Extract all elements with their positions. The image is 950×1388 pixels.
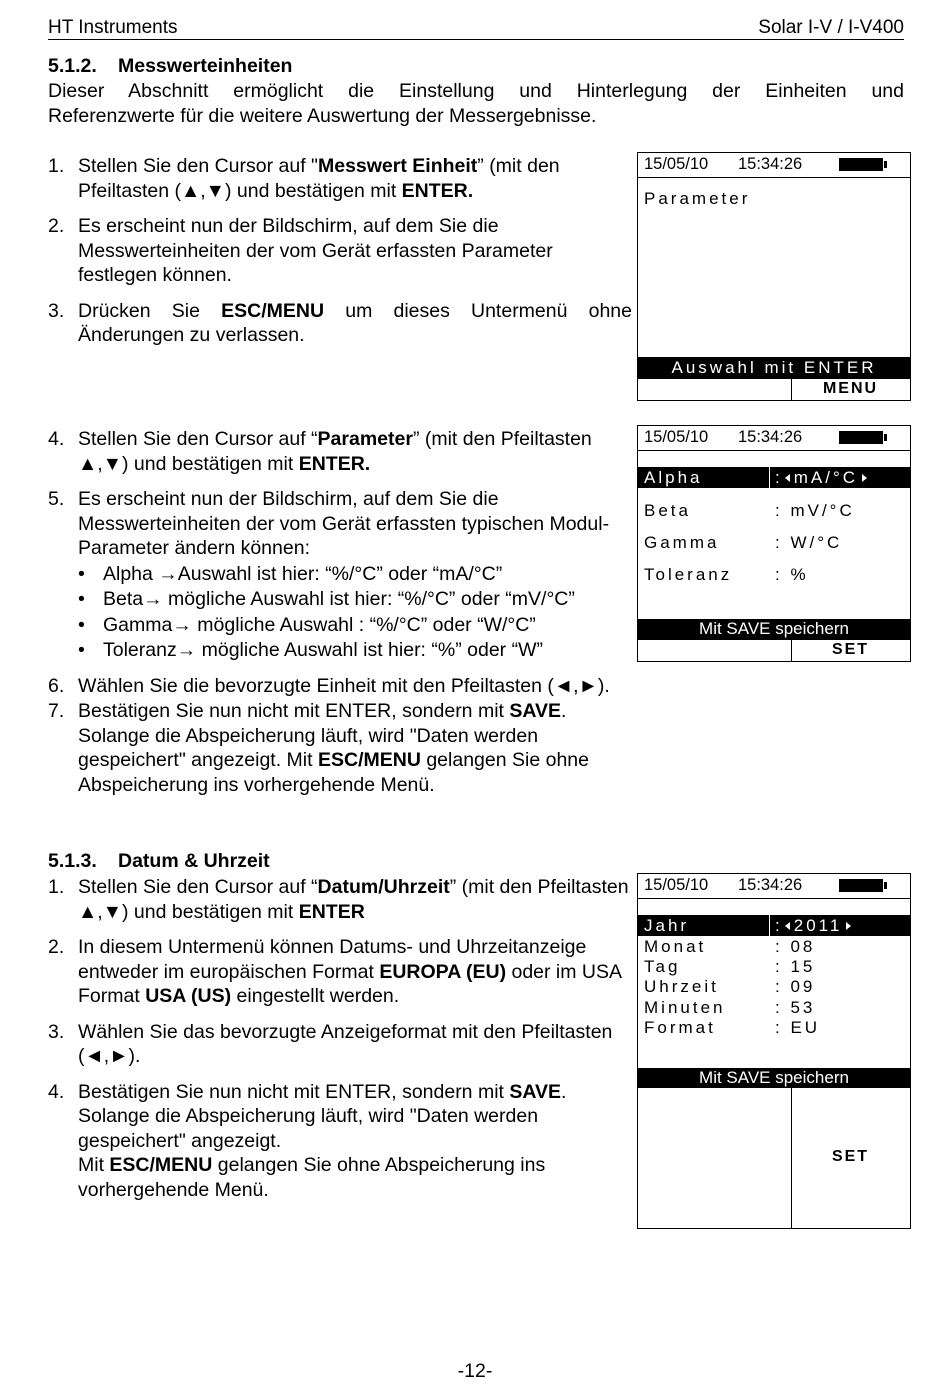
- row-label: Alpha: [644, 468, 703, 487]
- bullet-item: [48, 638, 632, 663]
- screen-time: 15:34:26: [738, 876, 803, 894]
- step-text-bold: USA (US): [145, 985, 232, 1007]
- list-item: [48, 699, 632, 797]
- step-text-bold: ESC/MENU: [109, 1154, 213, 1176]
- step-text: Änderungen zu verlassen.: [78, 324, 305, 346]
- softkey-bar: [638, 378, 910, 400]
- step-text: ” (mit den Pfeiltasten ▲,▼) und bestätigen mit: [78, 876, 629, 923]
- step-text: Bestätigen Sie nun nicht mit ENTER, sondern mit: [78, 700, 510, 722]
- step-text-bold: EUROPA (EU): [379, 960, 507, 983]
- step-number: 3.: [48, 299, 65, 322]
- step-text-bold: SAVE: [509, 700, 562, 722]
- step-text: gelangen Sie ohne Abspeicherung ins vorhergehende Menü.: [78, 1154, 546, 1201]
- step-text: oder im USA Format: [78, 960, 621, 1007]
- set-softkey[interactable]: SET: [831, 641, 870, 658]
- page-number: -12-: [457, 1360, 493, 1382]
- list-item[interactable]: Format : EU: [644, 1018, 821, 1037]
- bullet-icon: •: [78, 588, 85, 610]
- section-intro: [48, 79, 904, 129]
- intro-line: Dieser Abschnitt ermöglicht die Einstellung und Hinterlegung der Einheiten und: [48, 80, 904, 102]
- page-header: [48, 17, 904, 40]
- bullet-text: Beta→ mögliche Auswahl ist hier: “%/°C” oder “mV/°C”: [103, 588, 575, 610]
- section-title: Messwerteinheiten: [118, 55, 293, 77]
- step-text-bold: ESC/MENU: [317, 749, 421, 771]
- bullet-item: [48, 587, 632, 612]
- step-number: 7.: [48, 700, 65, 722]
- bullet-item: [48, 562, 632, 587]
- step-number: 2.: [48, 936, 65, 958]
- step-number: 3.: [48, 1020, 65, 1043]
- device-screen-parameters: [637, 425, 911, 662]
- step-text: Drücken Sie: [78, 299, 222, 322]
- list-item[interactable]: Monat : 08: [644, 937, 816, 956]
- bullet-icon: •: [78, 562, 85, 585]
- list-item: [48, 299, 632, 348]
- device-screen-units: [637, 152, 911, 401]
- screen-date: 15/05/10: [644, 876, 709, 894]
- screen-time: 15:34:26: [738, 428, 803, 446]
- step-number: 6.: [48, 674, 65, 697]
- step-text-bold: ESC/MENU: [221, 299, 325, 322]
- battery-icon: [839, 879, 883, 892]
- screen-status-bar: [638, 153, 910, 178]
- step-text: Es erscheint nun der Bildschirm, auf dem Sie die Messwerteinheiten der vom Gerät erfassten Parameter festlegen können.: [78, 215, 553, 286]
- bullet-icon: •: [78, 613, 85, 636]
- bullet-item: [48, 613, 632, 638]
- step-text-bold: ENTER.: [401, 179, 474, 202]
- section-number: 5.1.3.: [48, 850, 97, 872]
- menu-softkey[interactable]: MENU: [822, 380, 879, 397]
- step-number: 4.: [48, 1080, 65, 1103]
- header-product: Solar I-V / I-V400: [758, 17, 904, 38]
- arrow-right-icon: [862, 474, 867, 482]
- list-item[interactable]: Beta : mV/°C: [644, 501, 855, 520]
- step-number: 2.: [48, 215, 65, 237]
- step-text: gelangen Sie ohne Abspeicherung ins vorhergehende Menü.: [78, 749, 589, 796]
- list-item: [48, 1080, 632, 1203]
- section-number: 5.1.2.: [48, 55, 97, 77]
- intro-line: Referenzwerte für die weitere Auswertung der Messergebnisse.: [48, 105, 597, 127]
- step-text: . Solange die Abspeicherung läuft, wird "Daten werden gespeichert" angezeigt.: [78, 1080, 567, 1152]
- screen-status-bar: [638, 874, 910, 899]
- step-text: Es erscheint nun der Bildschirm, auf dem Sie die Messwerteinheiten der vom Gerät erfassten typischen Modul-Parameter ändern können:: [78, 488, 610, 559]
- selected-row-year[interactable]: [638, 915, 910, 936]
- list-item: [48, 427, 632, 476]
- step-text: Bestätigen Sie nun nicht mit ENTER, sondern mit: [78, 1080, 510, 1103]
- screen-time: 15:34:26: [738, 155, 803, 173]
- section-title: Datum & Uhrzeit: [118, 850, 270, 872]
- screen-date: 15/05/10: [644, 428, 709, 446]
- step-number: 4.: [48, 428, 65, 450]
- step-text: . Solange die Abspeicherung läuft, wird "Daten werden gespeichert" angezeigt. Mit: [78, 700, 567, 771]
- step-list: [48, 427, 632, 797]
- battery-icon: [839, 431, 883, 444]
- step-text-bold: Messwert Einheit: [317, 155, 478, 177]
- battery-icon: [839, 158, 883, 171]
- section-heading: [48, 55, 292, 78]
- selected-row-alpha[interactable]: [638, 467, 910, 488]
- step-list: [48, 875, 632, 1202]
- list-item[interactable]: Tag : 15: [644, 957, 816, 976]
- arrow-left-icon: [785, 474, 790, 482]
- step-text: Wählen Sie die bevorzugte Einheit mit den Pfeiltasten (◄,►).: [78, 674, 610, 697]
- step-text-bold: Datum/Uhrzeit: [317, 876, 450, 898]
- list-item[interactable]: Toleranz : %: [644, 565, 809, 584]
- softkey-bar: [638, 639, 910, 661]
- step-text: Stellen Sie den Cursor auf ": [78, 155, 318, 177]
- menu-item-parameter[interactable]: Parameter: [644, 189, 751, 208]
- row-value: : mA/°C: [775, 468, 867, 488]
- row-label: Jahr: [644, 916, 690, 935]
- step-text-bold: ENTER: [298, 900, 365, 923]
- list-item: [48, 214, 632, 288]
- screen-hint-bar: Mit SAVE speichern: [638, 619, 910, 639]
- list-item: [48, 935, 632, 1009]
- screen-hint-bar: Auswahl mit ENTER: [638, 357, 910, 378]
- bullet-text: Alpha →Auswahl ist hier: “%/°C” oder “mA/°C”: [103, 562, 503, 585]
- bullet-text: Gamma→ mögliche Auswahl : “%/°C” oder “W/°C”: [103, 613, 536, 636]
- bullet-text: Toleranz→ mögliche Auswahl ist hier: “%” oder “W”: [103, 639, 543, 661]
- header-brand: HT Instruments: [48, 17, 178, 38]
- list-item: [48, 154, 632, 203]
- step-text: eingestellt werden.: [231, 985, 400, 1007]
- list-item: [48, 1020, 632, 1069]
- screen-hint-bar: Mit SAVE speichern: [638, 1068, 910, 1088]
- step-text: um dieses Untermenü ohne: [324, 299, 632, 322]
- step-text: Wählen Sie das bevorzugte Anzeigeformat mit den Pfeiltasten (◄,►).: [78, 1020, 613, 1067]
- step-text: In diesem Untermenü können Datums- und Uhrzeitanzeige entweder im europäischen Format: [78, 936, 587, 983]
- softkey-bar: [638, 1088, 910, 1228]
- step-text-bold: SAVE: [509, 1080, 562, 1103]
- list-item[interactable]: Minuten : 53: [644, 998, 816, 1017]
- step-text-bold: Parameter: [317, 428, 413, 450]
- step-text-bold: ENTER.: [298, 452, 371, 475]
- device-screen-datetime: [637, 873, 911, 1229]
- step-text: Stellen Sie den Cursor auf “: [78, 428, 318, 450]
- row-value: : 2011: [775, 916, 851, 936]
- arrow-left-icon: [785, 922, 790, 930]
- step-text: ” (mit den Pfeiltasten ▲,▼) und bestätigen mit: [78, 428, 592, 475]
- list-item: [48, 674, 632, 699]
- step-number: 1.: [48, 876, 65, 898]
- step-list: [48, 154, 632, 348]
- arrow-right-icon: [846, 922, 851, 930]
- set-softkey[interactable]: SET: [831, 1148, 870, 1165]
- section-heading: [48, 850, 270, 873]
- step-number: 5.: [48, 488, 65, 510]
- bullet-icon: •: [78, 639, 85, 661]
- step-text: Mit: [78, 1154, 110, 1176]
- screen-status-bar: [638, 426, 910, 451]
- list-item: [48, 875, 632, 924]
- step-number: 1.: [48, 155, 65, 177]
- list-item[interactable]: Uhrzeit : 09: [644, 977, 816, 996]
- step-text: Stellen Sie den Cursor auf “: [78, 876, 318, 898]
- step-text: ” (mit den Pfeiltasten (▲,▼) und bestätigen mit: [78, 155, 560, 202]
- screen-date: 15/05/10: [644, 155, 709, 173]
- list-item: [48, 487, 632, 561]
- list-item[interactable]: Gamma : W/°C: [644, 533, 843, 552]
